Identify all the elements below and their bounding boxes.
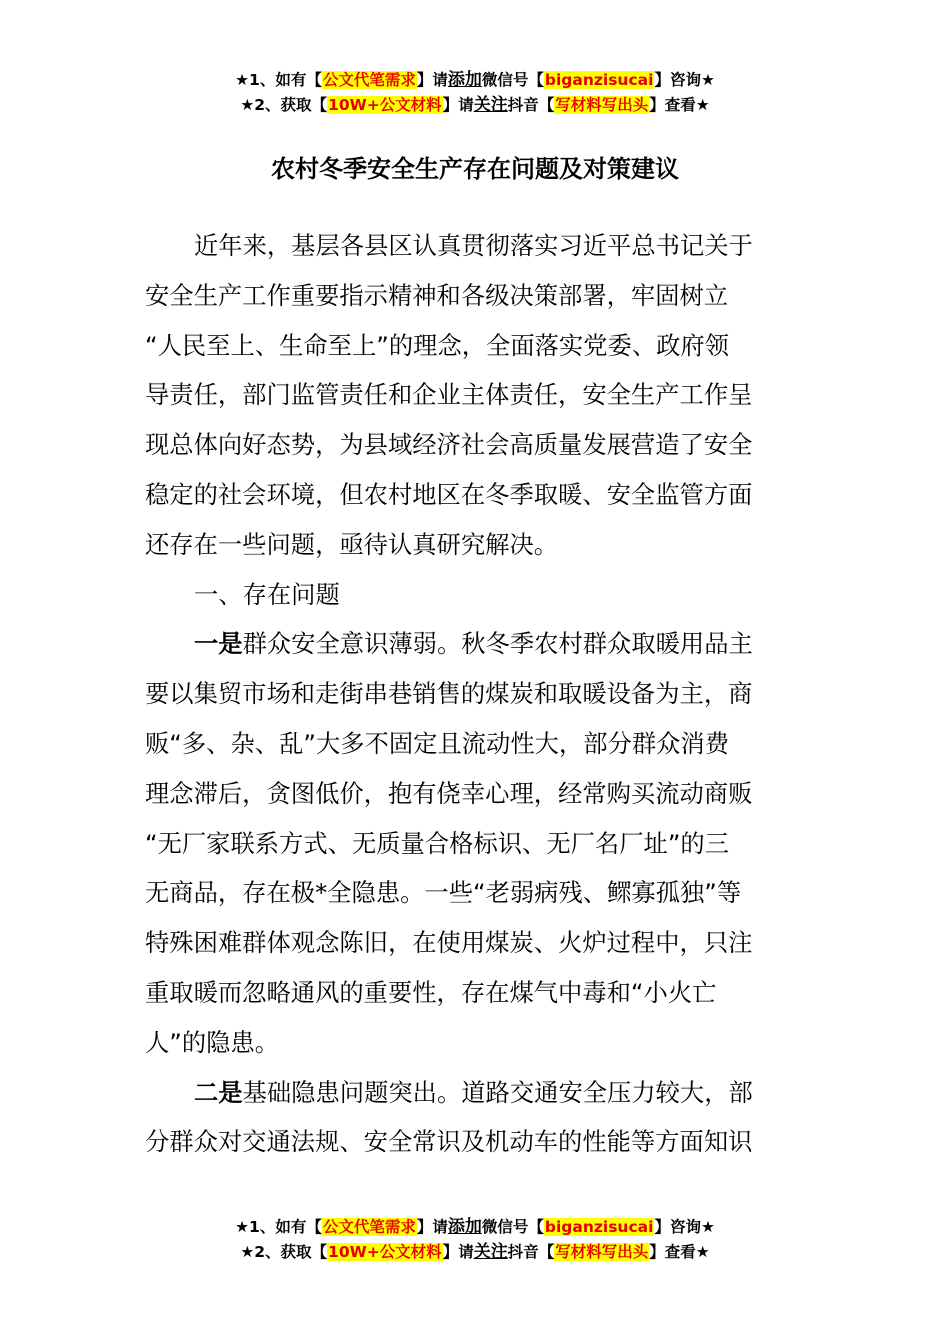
banner-text: 】请	[416, 71, 448, 89]
banner-text: 】咨询★	[654, 71, 715, 89]
document-body	[145, 221, 805, 1167]
body-line: 稳定的社会环境，但农村地区在冬季取暖、安全监管方面	[145, 479, 753, 509]
body-line: 重取暖而忽略通风的重要性，存在煤气中毒和“小火亡	[145, 977, 717, 1007]
body-line: “无厂家联系方式、无质量合格标识、无厂名厂址”的三	[145, 828, 730, 858]
banner-text: 】咨询★	[654, 1218, 715, 1236]
banner-highlight: biganzisucai	[544, 1218, 654, 1236]
banner-underlined-text: 添加	[447, 70, 482, 90]
banner-text: 】请	[442, 96, 474, 114]
banner-text: 微信号【	[481, 71, 544, 89]
banner-text: 抖音【	[507, 96, 555, 114]
banner-highlight: biganzisucai	[544, 71, 654, 89]
body-line: 理念滞后，贪图低价，抱有侥幸心理，经常购买流动商贩	[145, 778, 753, 808]
banner-text: 抖音【	[507, 1243, 555, 1261]
body-line: 还存在一些问题，亟待认真研究解决。	[145, 529, 559, 559]
banner-highlight: 写材料写出头	[555, 1243, 649, 1261]
banner-text: 】请	[442, 1243, 474, 1261]
document-title: 农村冬季安全生产存在问题及对策建议	[271, 155, 679, 183]
body-line: 人”的隐患。	[145, 1027, 280, 1057]
body-line: “人民至上、生命至上”的理念，全面落实党委、政府领	[145, 330, 730, 360]
body-line	[145, 1068, 805, 1118]
body-line: 无商品，存在极*全隐患。一些“老弱病残、鳏寡孤独”等	[145, 878, 742, 908]
banner-highlight: 公文代笔需求	[322, 1218, 416, 1236]
top-banner	[0, 68, 950, 118]
banner-text: 】查看★	[649, 96, 710, 114]
banner-highlight: 公文代笔需求	[322, 71, 416, 89]
body-line: 分群众对交通法规、安全常识及机动车的性能等方面知识	[145, 1127, 753, 1157]
banner-text: ★2、获取【	[240, 1243, 328, 1261]
section-heading: 一、存在问题	[194, 579, 340, 609]
body-line: 近年来，基层各县区认真贯彻落实习近平总书记关于	[194, 231, 753, 260]
body-line: 现总体向好态势，为县域经济社会高质量发展营造了安全	[145, 430, 753, 460]
body-line: 导责任，部门监管责任和企业主体责任，安全生产工作呈	[145, 380, 753, 410]
banner-highlight: 10W+公文材料	[328, 1243, 442, 1261]
banner-underlined-text: 添加	[447, 1217, 482, 1237]
body-line: 安全生产工作重要指示精神和各级决策部署，牢固树立	[145, 280, 729, 310]
banner-line-1	[0, 1215, 950, 1240]
banner-text: ★1、如有【	[235, 71, 322, 89]
banner-text: ★1、如有【	[235, 1218, 322, 1236]
lead-word: 一是	[194, 629, 243, 659]
banner-text: ★2、获取【	[240, 96, 328, 114]
banner-text: 微信号【	[481, 1218, 544, 1236]
banner-text: 】请	[416, 1218, 448, 1236]
banner-line-2	[0, 93, 950, 118]
banner-text: 】查看★	[649, 1243, 710, 1261]
body-line	[145, 619, 805, 669]
banner-line-1	[0, 68, 950, 93]
body-line: 要以集贸市场和走街串巷销售的煤炭和取暖设备为主，商	[145, 679, 753, 709]
body-line-text: 基础隐患问题突出。道路交通安全压力较大，部	[242, 1077, 753, 1107]
body-line: 特殊困难群体观念陈旧，在使用煤炭、火炉过程中，只注	[145, 928, 753, 958]
lead-word: 二是	[194, 1077, 243, 1107]
body-line: 贩“多、杂、乱”大多不固定且流动性大，部分群众消费	[145, 728, 730, 758]
banner-underlined-text: 关注	[473, 95, 508, 115]
bottom-banner	[0, 1215, 950, 1265]
banner-highlight: 写材料写出头	[555, 96, 649, 114]
banner-highlight: 10W+公文材料	[328, 96, 442, 114]
banner-line-2	[0, 1240, 950, 1265]
banner-underlined-text: 关注	[473, 1242, 508, 1262]
body-line-text: 群众安全意识薄弱。秋冬季农村群众取暖用品主	[242, 629, 753, 659]
